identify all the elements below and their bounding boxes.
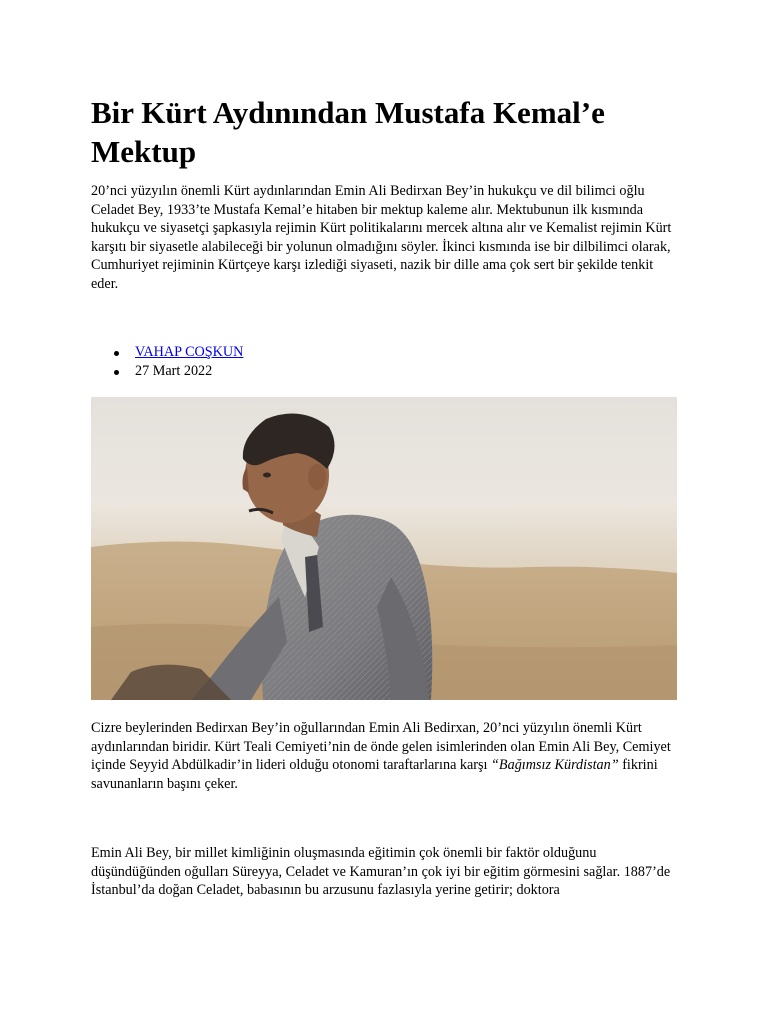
paragraph-1-emphasis: “Bağımsız Kürdistan”	[491, 757, 619, 774]
article-paragraph-2: Emin Ali Bey, bir millet kimliğinin oluşmasında eğitimin çok önemli bir faktör olduğunu düşündüğünden oğulları Süreyya, Celadet ve Kamuran’ın çok iyi bir eğitim görmesini sağlar. 1887’de İstanbul’da doğan Celadet, babasının bu arzusunu fazlasıyla yerine getirir; doktora	[91, 845, 671, 899]
author-link[interactable]: VAHAP COŞKUN	[135, 344, 244, 360]
paragraph-1-tail: fikrini savunanların başını çeker.	[91, 757, 658, 792]
article-meta-list	[111, 343, 671, 380]
article-paragraph-1	[91, 719, 681, 793]
article-intro: 20’nci yüzyılın önemli Kürt aydınlarından Emin Ali Bedirxan Bey’in hukukçu ve dil bilimci oğlu Celadet Bey, 1933’te Mustafa Kemal’e hitaben bir mektup kaleme alır. Mektubunun ilk kısmında hukukçu ve siyasetçi şapkasıyla rejimin Kürt politikalarını mercek altına alır ve Kemalist rejimin Kürt karşıtı bir siyasetle alabileceği bir yolunun olmadığını söyler. İkinci kısmında ise bir dilbilimci olarak, Cumhuriyet rejiminin Kürtçeye karşı izlediği siyaseti, nazik bir dille ama çok sert bir şekilde tenkit eder.	[91, 183, 672, 292]
author-item	[111, 343, 671, 362]
date-item: 27 Mart 2022	[111, 362, 671, 381]
article-title: Bir Kürt Aydınından Mustafa Kemal’e Mektup	[91, 95, 605, 169]
article-photo	[91, 397, 677, 700]
paragraph-1-text: Cizre beylerinden Bedirxan Bey’in oğullarından Emin Ali Bedirxan, 20’nci yüzyılın önemli Kürt aydınlarından biridir. Kürt Teali Cemiyeti’nin de önde gelen isimlerinden olan Emin Ali Bey, Cemiyet içinde Seyyid Abdülkadir’in lideri olduğu otonomi taraftarlarına karşı	[91, 720, 671, 774]
